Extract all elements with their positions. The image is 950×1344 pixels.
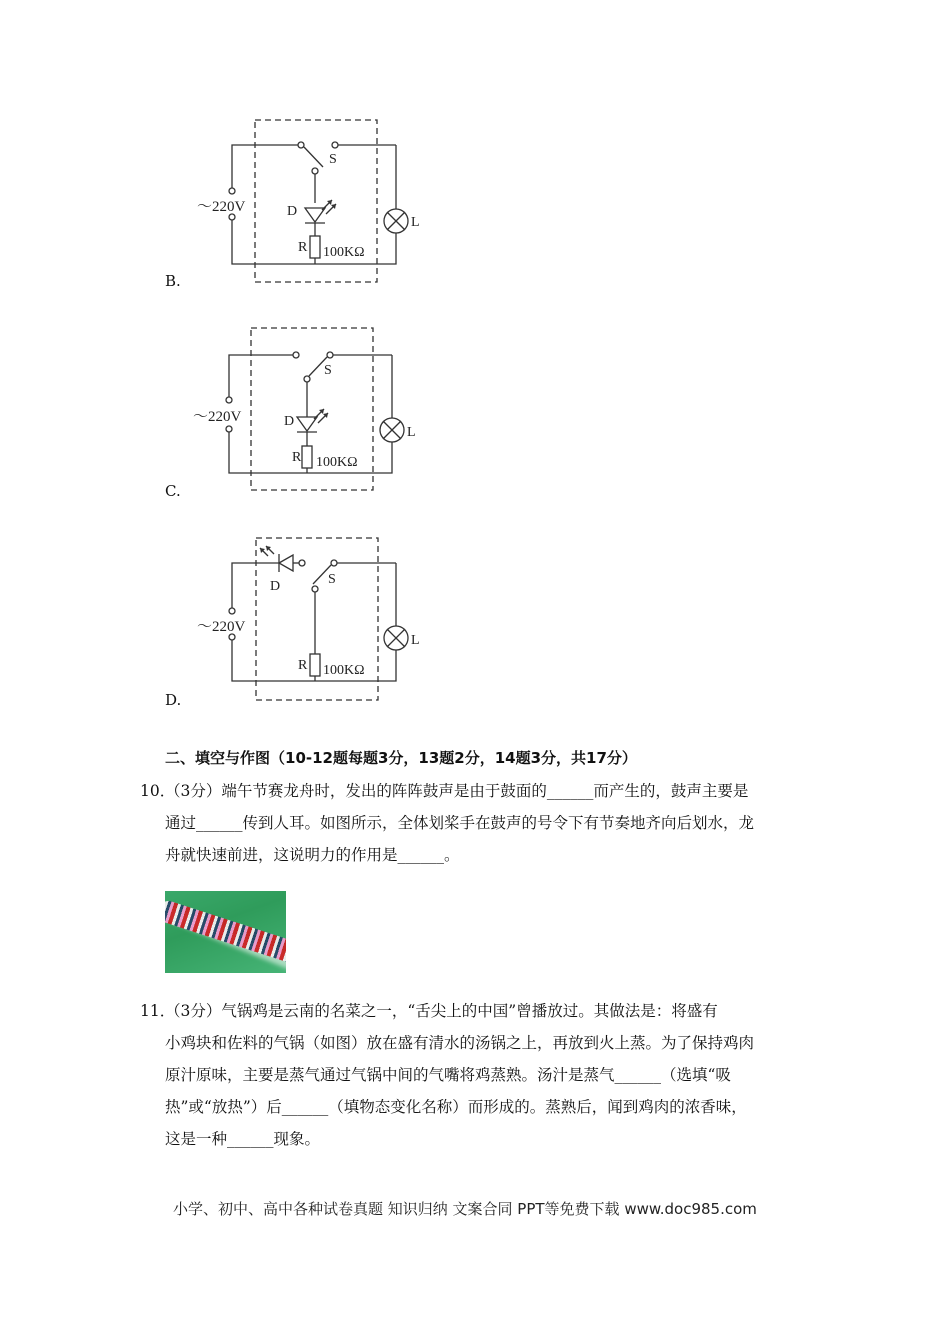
question-text-line: （3分）端午节赛龙舟时，发出的阵阵鼓声是由于鼓面的______而产生的，鼓声主要是 [165, 782, 749, 800]
label-diode: D [287, 204, 298, 219]
question-number: 10． [140, 782, 176, 800]
question-11 [140, 995, 840, 1165]
label-lamp: L [411, 633, 420, 648]
label-source: ～220V [197, 619, 246, 635]
section-title: 二、填空与作图（10-12题每题3分，13题2分，14题3分，共17分） [165, 749, 637, 767]
question-text-line: （3分）气锅鸡是云南的名菜之一，“舌尖上的中国”曾播放过。其做法是：将盛有 [165, 1002, 718, 1020]
label-switch: S [324, 363, 332, 378]
label-switch: S [329, 152, 337, 167]
label-lamp: L [407, 425, 416, 440]
option-c-label: C. [165, 482, 181, 500]
label-source: ～220V [197, 199, 246, 215]
label-resistor: R [298, 240, 308, 255]
footer-text: 小学、初中、高中各种试卷真题 知识归纳 文案合同 PPT等免费下载 www.doc985.com [173, 1200, 757, 1218]
label-diode: D [284, 414, 295, 429]
question-text-line: 通过______传到人耳。如图所示，全体划桨手在鼓声的号令下有节奏地齐向后划水，龙 [165, 814, 755, 832]
question-text-line: 小鸡块和佐料的气锅（如图）放在盛有清水的汤锅之上，再放到火上蒸。为了保持鸡肉 [165, 1034, 755, 1052]
question-text-line: 舟就快速前进，这说明力的作用是______。 [165, 846, 460, 864]
question-number: 11． [140, 1002, 176, 1020]
label-switch: S [328, 572, 336, 587]
question-text-line: 热”或“放热”）后______（填物态变化名称）而形成的。蒸熟后，闻到鸡肉的浓香味， [165, 1098, 747, 1116]
label-resistance: 100KΩ [316, 455, 358, 470]
option-d-label: D. [165, 691, 182, 709]
option-b-label: B. [165, 272, 181, 290]
label-resistor: R [292, 450, 302, 465]
question-text-line: 这是一种______现象。 [165, 1130, 321, 1148]
circuit-diagram-c [190, 325, 430, 500]
label-lamp: L [411, 215, 420, 230]
label-resistance: 100KΩ [323, 245, 365, 260]
label-diode: D [270, 579, 281, 594]
circuit-diagram-d [190, 533, 430, 708]
question-text-line: 原汁原味，主要是蒸气通过气锅中间的气嘴将鸡蒸熟。汤汁是蒸气______（选填“吸 [165, 1066, 731, 1084]
label-source: ～220V [193, 409, 242, 425]
dragon-boat-photo [165, 891, 286, 973]
label-resistor: R [298, 658, 308, 673]
circuit-diagram-b [190, 115, 430, 290]
label-resistance: 100KΩ [323, 663, 365, 678]
question-10 [140, 775, 840, 875]
